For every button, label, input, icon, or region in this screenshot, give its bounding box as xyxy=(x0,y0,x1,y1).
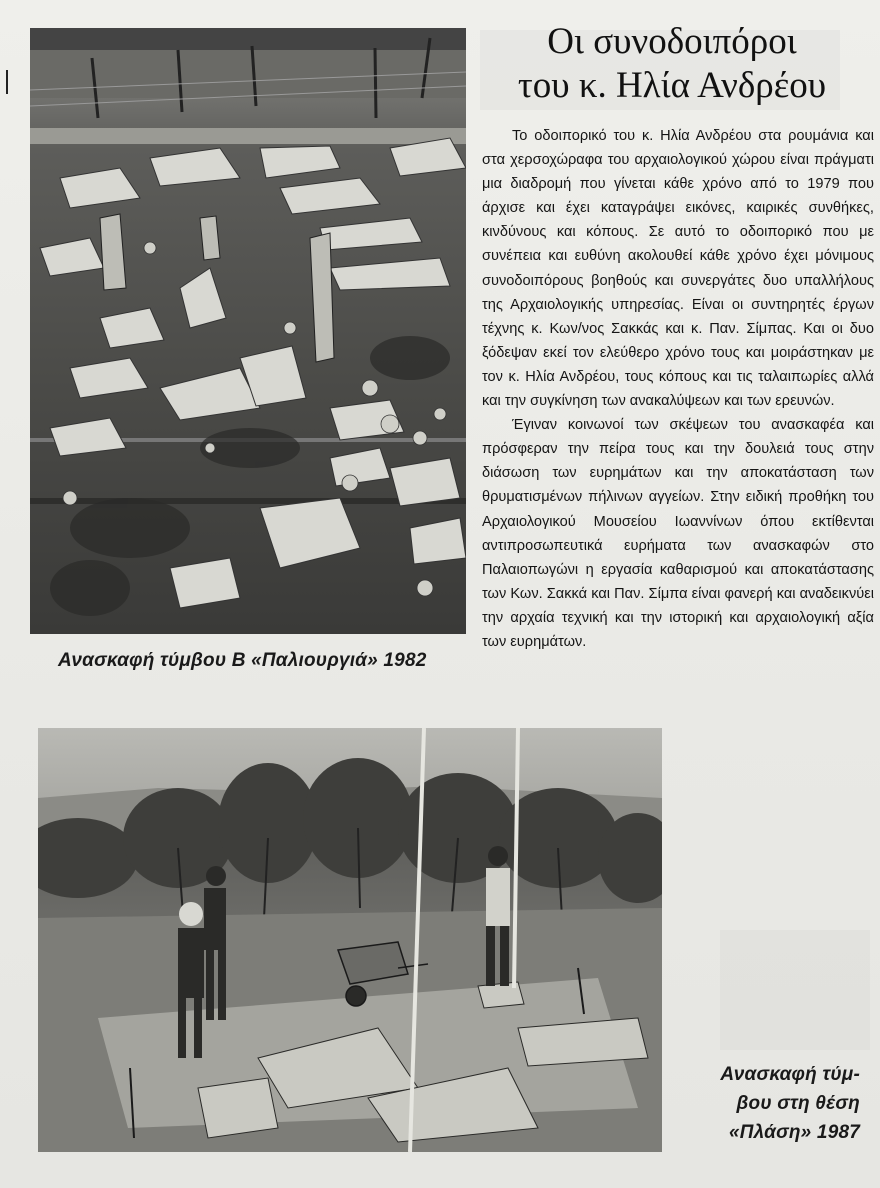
photo-caption-bottom-line-2: βου στη θέση xyxy=(736,1093,860,1114)
photo-caption-bottom xyxy=(680,1060,860,1147)
article-paragraph-1: Το οδοιπορικό του κ. Ηλία Ανδρέου στα ρουμάνια και στα χερσοχώραφα του αρχαιολογικού χώρου είναι πράγματι μια διαδρομή που γίνεται κάθε χρόνο από το 1979 που άρχισε και έχει καταγράψει εικόνες, καιρικές συνθήκες, κινδύνους και κόπους. Σε αυτό το οδοιπορικό που με συνέπεια και ευθύνη ακολουθεί κάθε χρόνο έχει μόνιμους συνοδοιπόρους βοηθούς και συνεργάτες δυο υπαλλήλους της Αρχαιολογικής υπηρεσίας. Είναι οι συντηρητές έργων τέχνης κ. Κων/νος Σακκάς και κ. Παν. Σίμπας. Και οι δυο ξόδεψαν εκεί τον ελεύθερο χρόνο τους και μοιράστηκαν με τον κ. Ηλία Ανδρέου, τους κόπους και τις ταλαιπωρίες αλλά και την συγκίνηση των ανακαλύψεων και των ερευνών. xyxy=(482,128,874,410)
article-title-line-2: του κ. Ηλία Ανδρέου xyxy=(517,65,827,106)
page-edge-mark xyxy=(6,70,8,94)
bleed-through-shadow xyxy=(720,930,870,1050)
photo-caption-bottom-line-1: Ανασκαφή τύμ- xyxy=(720,1064,860,1085)
article-title xyxy=(472,20,872,108)
article-body xyxy=(482,124,874,654)
article-paragraph-2: Έγιναν κοινωνοί των σκέψεων του ανασκαφέα και πρόσφεραν την πείρα τους και την δουλειά τους στην διάσωση των ευρημάτων και την αποκατάσταση των θρυματισμένων πήλινων αγγείων. Στην ειδική προθήκη του Αρχαιολογικού Μουσείου Ιωαννίνων όπου εκτίθενται αντιπροσωπευτικά ευρήματα των ανασκαφών στο Παλαιοπωγώνι η εργασία καθαρισμού και αποκατάστασης των Κων. Σακκά και Παν. Σίμπα είναι φανερή και αναδεικνύει την αρχαία τεχνική και την ιστορική και αρχαιολογική αξία των ευρημάτων. xyxy=(482,417,874,650)
article-title-line-1: Οι συνοδοιπόροι xyxy=(547,21,797,62)
photo-caption-top: Ανασκαφή τύμβου Β «Παλιουργιά» 1982 xyxy=(58,650,427,671)
excavation-photo-bottom-image xyxy=(38,728,662,1152)
photo-caption-bottom-line-3: «Πλάση» 1987 xyxy=(728,1122,860,1143)
excavation-photo-bottom xyxy=(38,728,662,1152)
excavation-photo-top-image xyxy=(30,28,466,634)
excavation-photo-top xyxy=(30,28,466,634)
